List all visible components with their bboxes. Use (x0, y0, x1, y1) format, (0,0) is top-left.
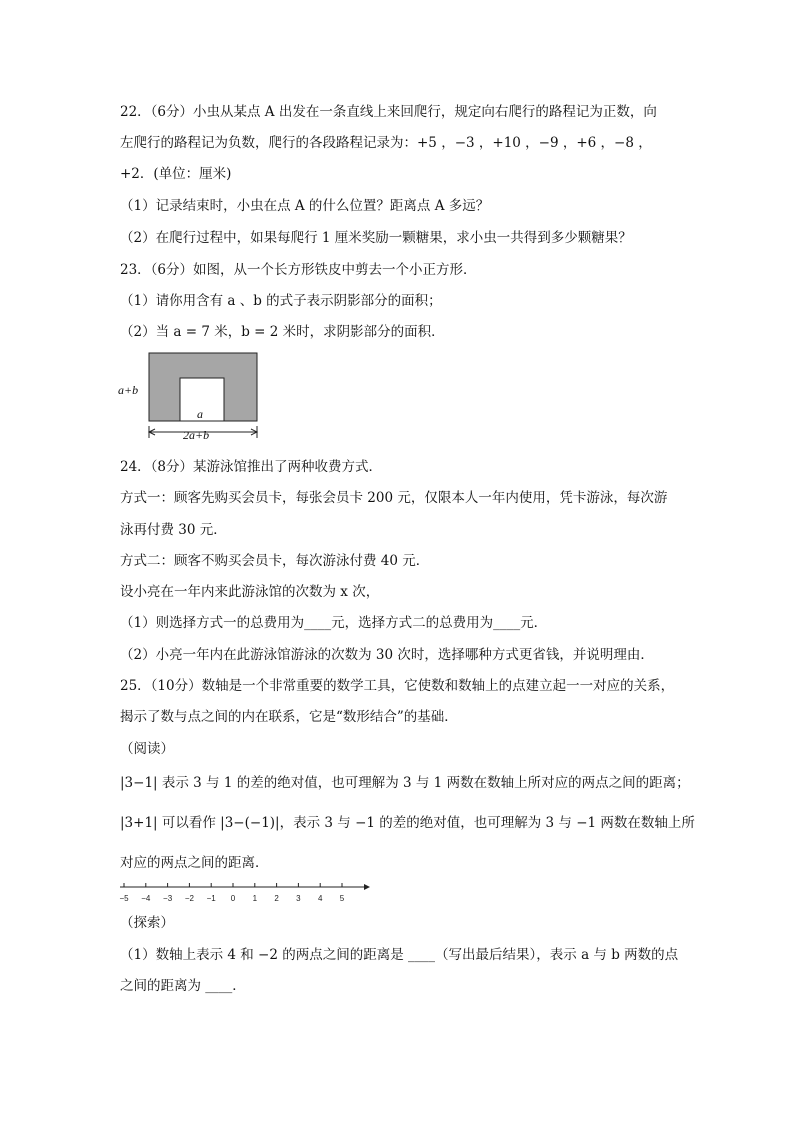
q24-part1: （1）则选择方式一的总费用为____元，选择方式二的总费用为____元． (120, 615, 548, 631)
q24-method1-b: 泳再付费 30 元． (120, 522, 227, 538)
q25-explore-heading: （探索） (120, 915, 174, 931)
q25-line1: 25．（10分）数轴是一个非常重要的数学工具，它使数和数轴上的点建立起一一对应的关系， (120, 678, 675, 694)
number-line-arrow (364, 884, 370, 890)
number-line-tick-label: 1 (252, 894, 258, 903)
number-line-tick-label: −2 (184, 894, 194, 903)
q23-line1: 23．（6分）如图，从一个长方形铁皮中剪去一个小正方形． (120, 262, 477, 278)
q25-explore1-b: 之间的距离为 ____． (120, 978, 246, 994)
q25-read3: 对应的两点之间的距离． (120, 855, 269, 871)
number-line-svg (118, 880, 378, 908)
q24-method1-a: 方式一：顾客先购买会员卡，每张会员卡 200 元，仅限本人一年内使用，凭卡游泳，每次游 (120, 490, 668, 506)
q22-line1: 22．（6分）小虫从某点 A 出发在一条直线上来回爬行，规定向右爬行的路程记为正数，向 (120, 104, 657, 120)
q22-line3: +2．(单位：厘米) (120, 166, 232, 182)
number-line-tick-label: −1 (206, 894, 216, 903)
q22-line2: 左爬行的路程记为负数，爬行的各段路程记录为：+5 ，−3 ，+10 ，−9 ，+6 ，−8 ， (120, 135, 652, 151)
number-line-tick-label: −4 (141, 894, 151, 903)
number-line-tick-label: 2 (274, 894, 279, 903)
number-line-tick-label: −5 (119, 894, 129, 903)
label-height: a+b (118, 383, 139, 397)
number-line-tick-label: 5 (339, 894, 345, 903)
q25-read1: |3−1| 表示 3 与 1 的差的绝对值，也可理解为 3 与 1 两数在数轴上所对应的两点之间的距离； (120, 775, 690, 791)
label-square-side: a (197, 407, 203, 421)
q25-explore1-a: （1）数轴上表示 4 和 −2 的两点之间的距离是 ____（写出最后结果），表示 a 与 b 两数的点 (120, 947, 679, 963)
label-width: 2a+b (183, 428, 210, 442)
q23-part1: （1）请你用含有 a 、b 的式子表示阴影部分的面积； (120, 293, 442, 309)
number-line-tick-label: 4 (317, 894, 323, 903)
q25-line2: 揭示了数与点之间的内在联系，它是“数形结合”的基础． (120, 709, 458, 725)
q25-read2: |3+1| 可以看作 |3−(−1)|，表示 3 与 −1 的差的绝对值，也可理解为 3 与 −1 两数在数轴上所 (120, 815, 695, 831)
q22-part1: （1）记录结束时，小虫在点 A 的什么位置？距离点 A 多远？ (120, 198, 490, 214)
number-line-tick-label: 0 (230, 894, 236, 903)
q22-part2: （2）在爬行过程中，如果每爬行 1 厘米奖励一颗糖果，求小虫一共得到多少颗糖果？ (120, 230, 632, 246)
q24-part2: （2）小亮一年内在此游泳馆游泳的次数为 30 次时，选择哪种方式更省钱，并说明理由． (120, 647, 654, 663)
number-line-tick-label: −3 (163, 894, 173, 903)
number-line-tick-label: 3 (296, 894, 301, 903)
q24-setup: 设小亮在一年内来此游泳馆的次数为 x 次， (120, 584, 380, 600)
q23-figure (118, 350, 268, 445)
q25-read-heading: （阅读） (120, 741, 174, 757)
q24-method2: 方式二：顾客不购买会员卡，每次游泳付费 40 元． (120, 553, 430, 569)
q24-line1: 24．（8分）某游泳馆推出了两种收费方式． (120, 459, 383, 475)
number-line (118, 880, 378, 912)
q23-part2: （2）当 a = 7 米，b = 2 米时，求阴影部分的面积． (120, 324, 445, 340)
